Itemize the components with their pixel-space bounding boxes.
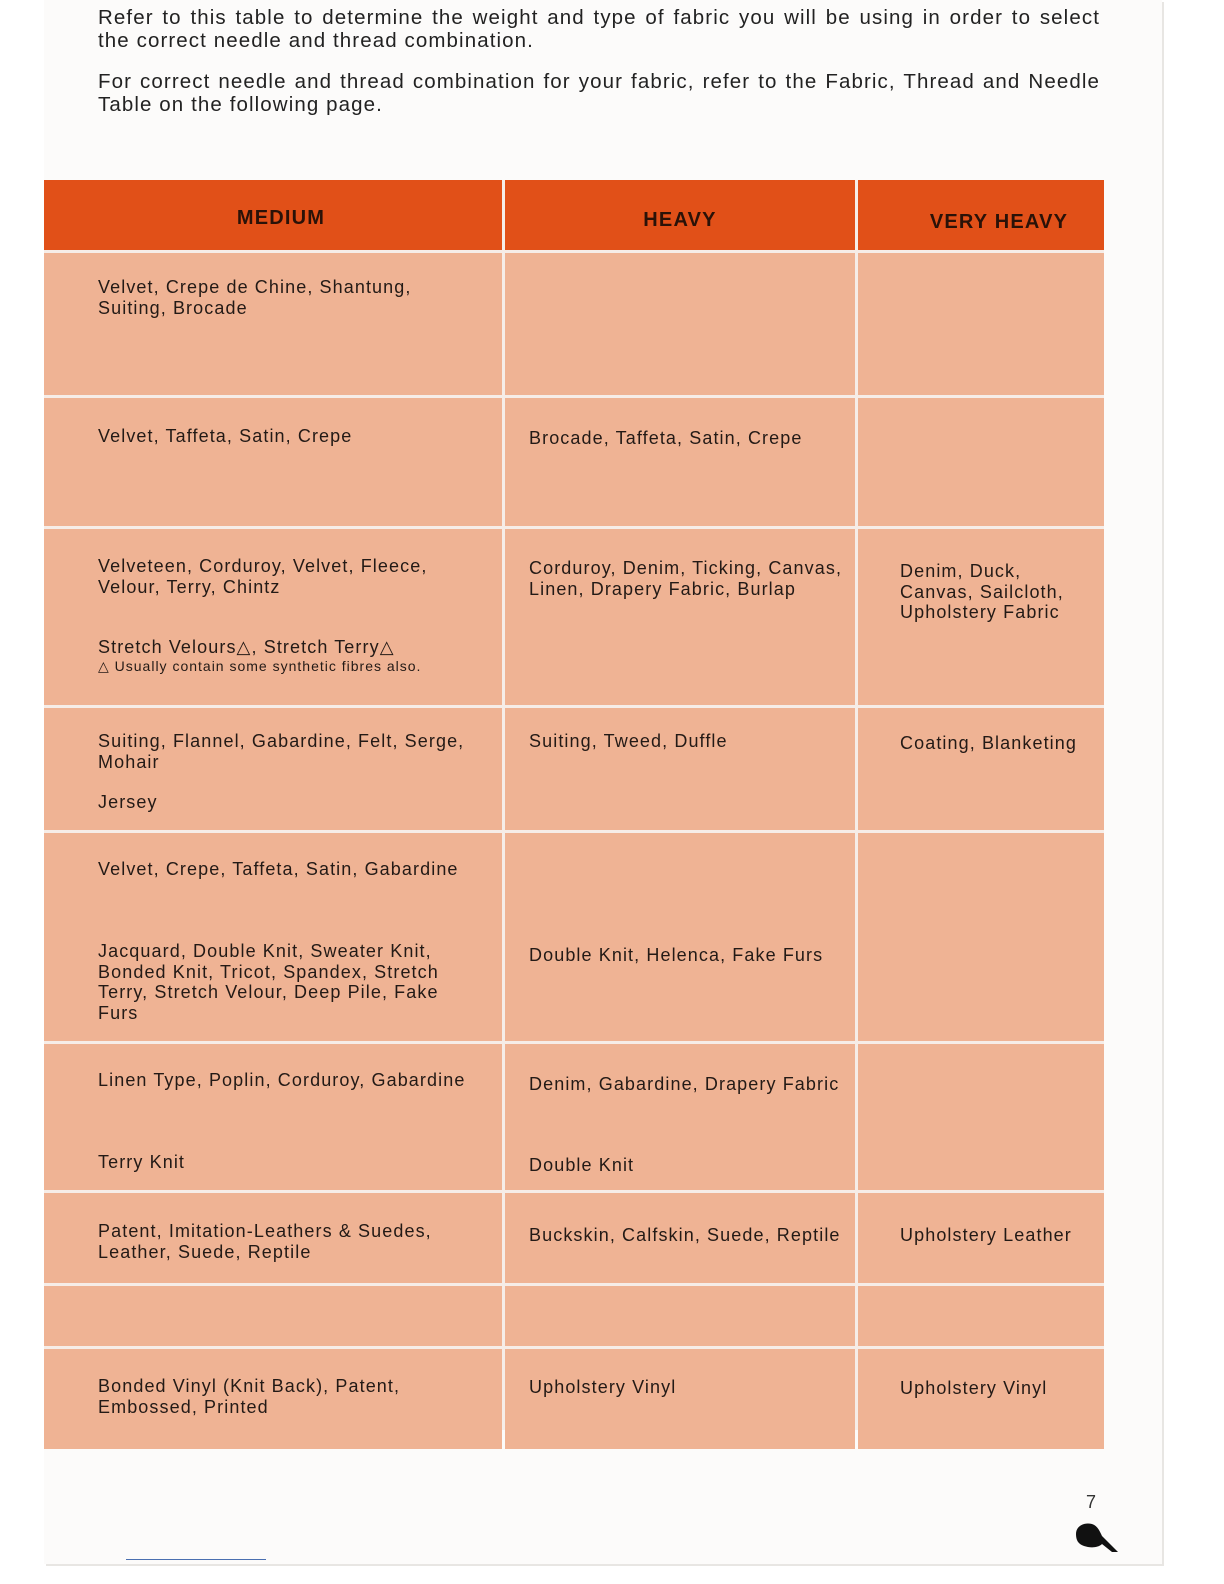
table-cell-heavy	[505, 529, 855, 705]
cell-text: Jersey	[98, 792, 158, 812]
table-cell-medium	[44, 1286, 502, 1346]
table-cell-medium	[44, 1193, 502, 1283]
cell-text: Double Knit	[529, 1155, 635, 1175]
table-cell-medium	[44, 529, 502, 705]
cell-text: Patent, Imitation-Leathers & Suedes, Leather, Suede, Reptile	[98, 1221, 432, 1262]
table-cell-heavy	[505, 1286, 855, 1346]
cell-text: Corduroy, Denim, Ticking, Canvas, Linen, Drapery Fabric, Burlap	[529, 558, 843, 599]
table-cell-very-heavy	[858, 1044, 1104, 1190]
table-cell-very-heavy	[858, 398, 1104, 526]
bird-logo-icon	[1072, 1518, 1122, 1558]
cell-text: Denim, Gabardine, Drapery Fabric	[529, 1074, 840, 1094]
table-cell-medium	[44, 708, 502, 830]
cell-text: Upholstery Vinyl	[900, 1378, 1048, 1398]
intro-paragraph-2: For correct needle and thread combination for your fabric, refer to the Fabric, Thread and Needle Table on the following page.	[98, 70, 1100, 116]
table-cell-very-heavy	[858, 529, 1104, 705]
intro-paragraph-1: Refer to this table to determine the weight and type of fabric you will be using in order to select the correct needle and thread combination.	[98, 6, 1100, 52]
cell-text: Suiting, Tweed, Duffle	[529, 731, 728, 751]
table-cell-very-heavy	[858, 1349, 1104, 1449]
table-cell-heavy	[505, 398, 855, 526]
table-cell-heavy	[505, 1349, 855, 1449]
footnote-text: △ Usually contain some synthetic fibres also.	[98, 658, 422, 674]
table-cell-medium	[44, 253, 502, 395]
cell-text: Upholstery Vinyl	[529, 1377, 677, 1397]
cell-text: Coating, Blanketing	[900, 733, 1078, 753]
table-cell-medium	[44, 1349, 502, 1449]
table-cell-heavy	[505, 833, 855, 1041]
cell-text: Velvet, Crepe, Taffeta, Satin, Gabardine	[98, 859, 459, 879]
table-cell-very-heavy	[858, 253, 1104, 395]
cell-text: Double Knit, Helenca, Fake Furs	[529, 945, 824, 965]
fabric-weight-table	[44, 180, 1104, 1430]
header-very-heavy-label: VERY HEAVY	[929, 210, 1069, 233]
cell-text: Velvet, Taffeta, Satin, Crepe	[98, 426, 353, 446]
table-cell-heavy	[505, 1044, 855, 1190]
cell-text: Stretch Velours△, Stretch Terry△	[98, 637, 395, 657]
table-cell-very-heavy	[858, 708, 1104, 830]
table-cell-very-heavy	[858, 833, 1104, 1041]
table-cell-very-heavy	[858, 1286, 1104, 1346]
table-cell-heavy	[505, 253, 855, 395]
page-number: 7	[1086, 1492, 1097, 1512]
cell-text: Denim, Duck, Canvas, Sailcloth, Upholstery Fabric	[900, 561, 1064, 622]
cell-text: Upholstery Leather	[900, 1225, 1072, 1245]
table-cell-heavy	[505, 1193, 855, 1283]
table-cell-medium	[44, 1044, 502, 1190]
cell-text: Bonded Vinyl (Knit Back), Patent, Embossed, Printed	[98, 1376, 401, 1417]
table-cell-very-heavy	[858, 1193, 1104, 1283]
cell-text: Jacquard, Double Knit, Sweater Knit, Bonded Knit, Tricot, Spandex, Stretch Terry, Stretch Velour, Deep Pile, Fake Furs	[98, 941, 439, 1023]
header-heavy-label: HEAVY	[643, 208, 717, 231]
cell-text: Linen Type, Poplin, Corduroy, Gabardine	[98, 1070, 466, 1090]
header-medium-label: MEDIUM	[236, 206, 326, 229]
header-very-heavy	[858, 180, 1104, 250]
table-cell-medium	[44, 398, 502, 526]
cell-text: Buckskin, Calfskin, Suede, Reptile	[529, 1225, 841, 1245]
header-medium	[44, 180, 502, 250]
divider-line	[126, 1559, 266, 1560]
cell-text: Velveteen, Corduroy, Velvet, Fleece, Velour, Terry, Chintz	[98, 556, 428, 597]
cell-text: Suiting, Flannel, Gabardine, Felt, Serge, Mohair	[98, 731, 465, 772]
header-heavy	[505, 180, 855, 250]
cell-text: Velvet, Crepe de Chine, Shantung, Suiting, Brocade	[98, 277, 412, 318]
cell-text: Brocade, Taffeta, Satin, Crepe	[529, 428, 803, 448]
cell-text: Terry Knit	[98, 1152, 186, 1172]
table-cell-medium	[44, 833, 502, 1041]
table-cell-heavy	[505, 708, 855, 830]
